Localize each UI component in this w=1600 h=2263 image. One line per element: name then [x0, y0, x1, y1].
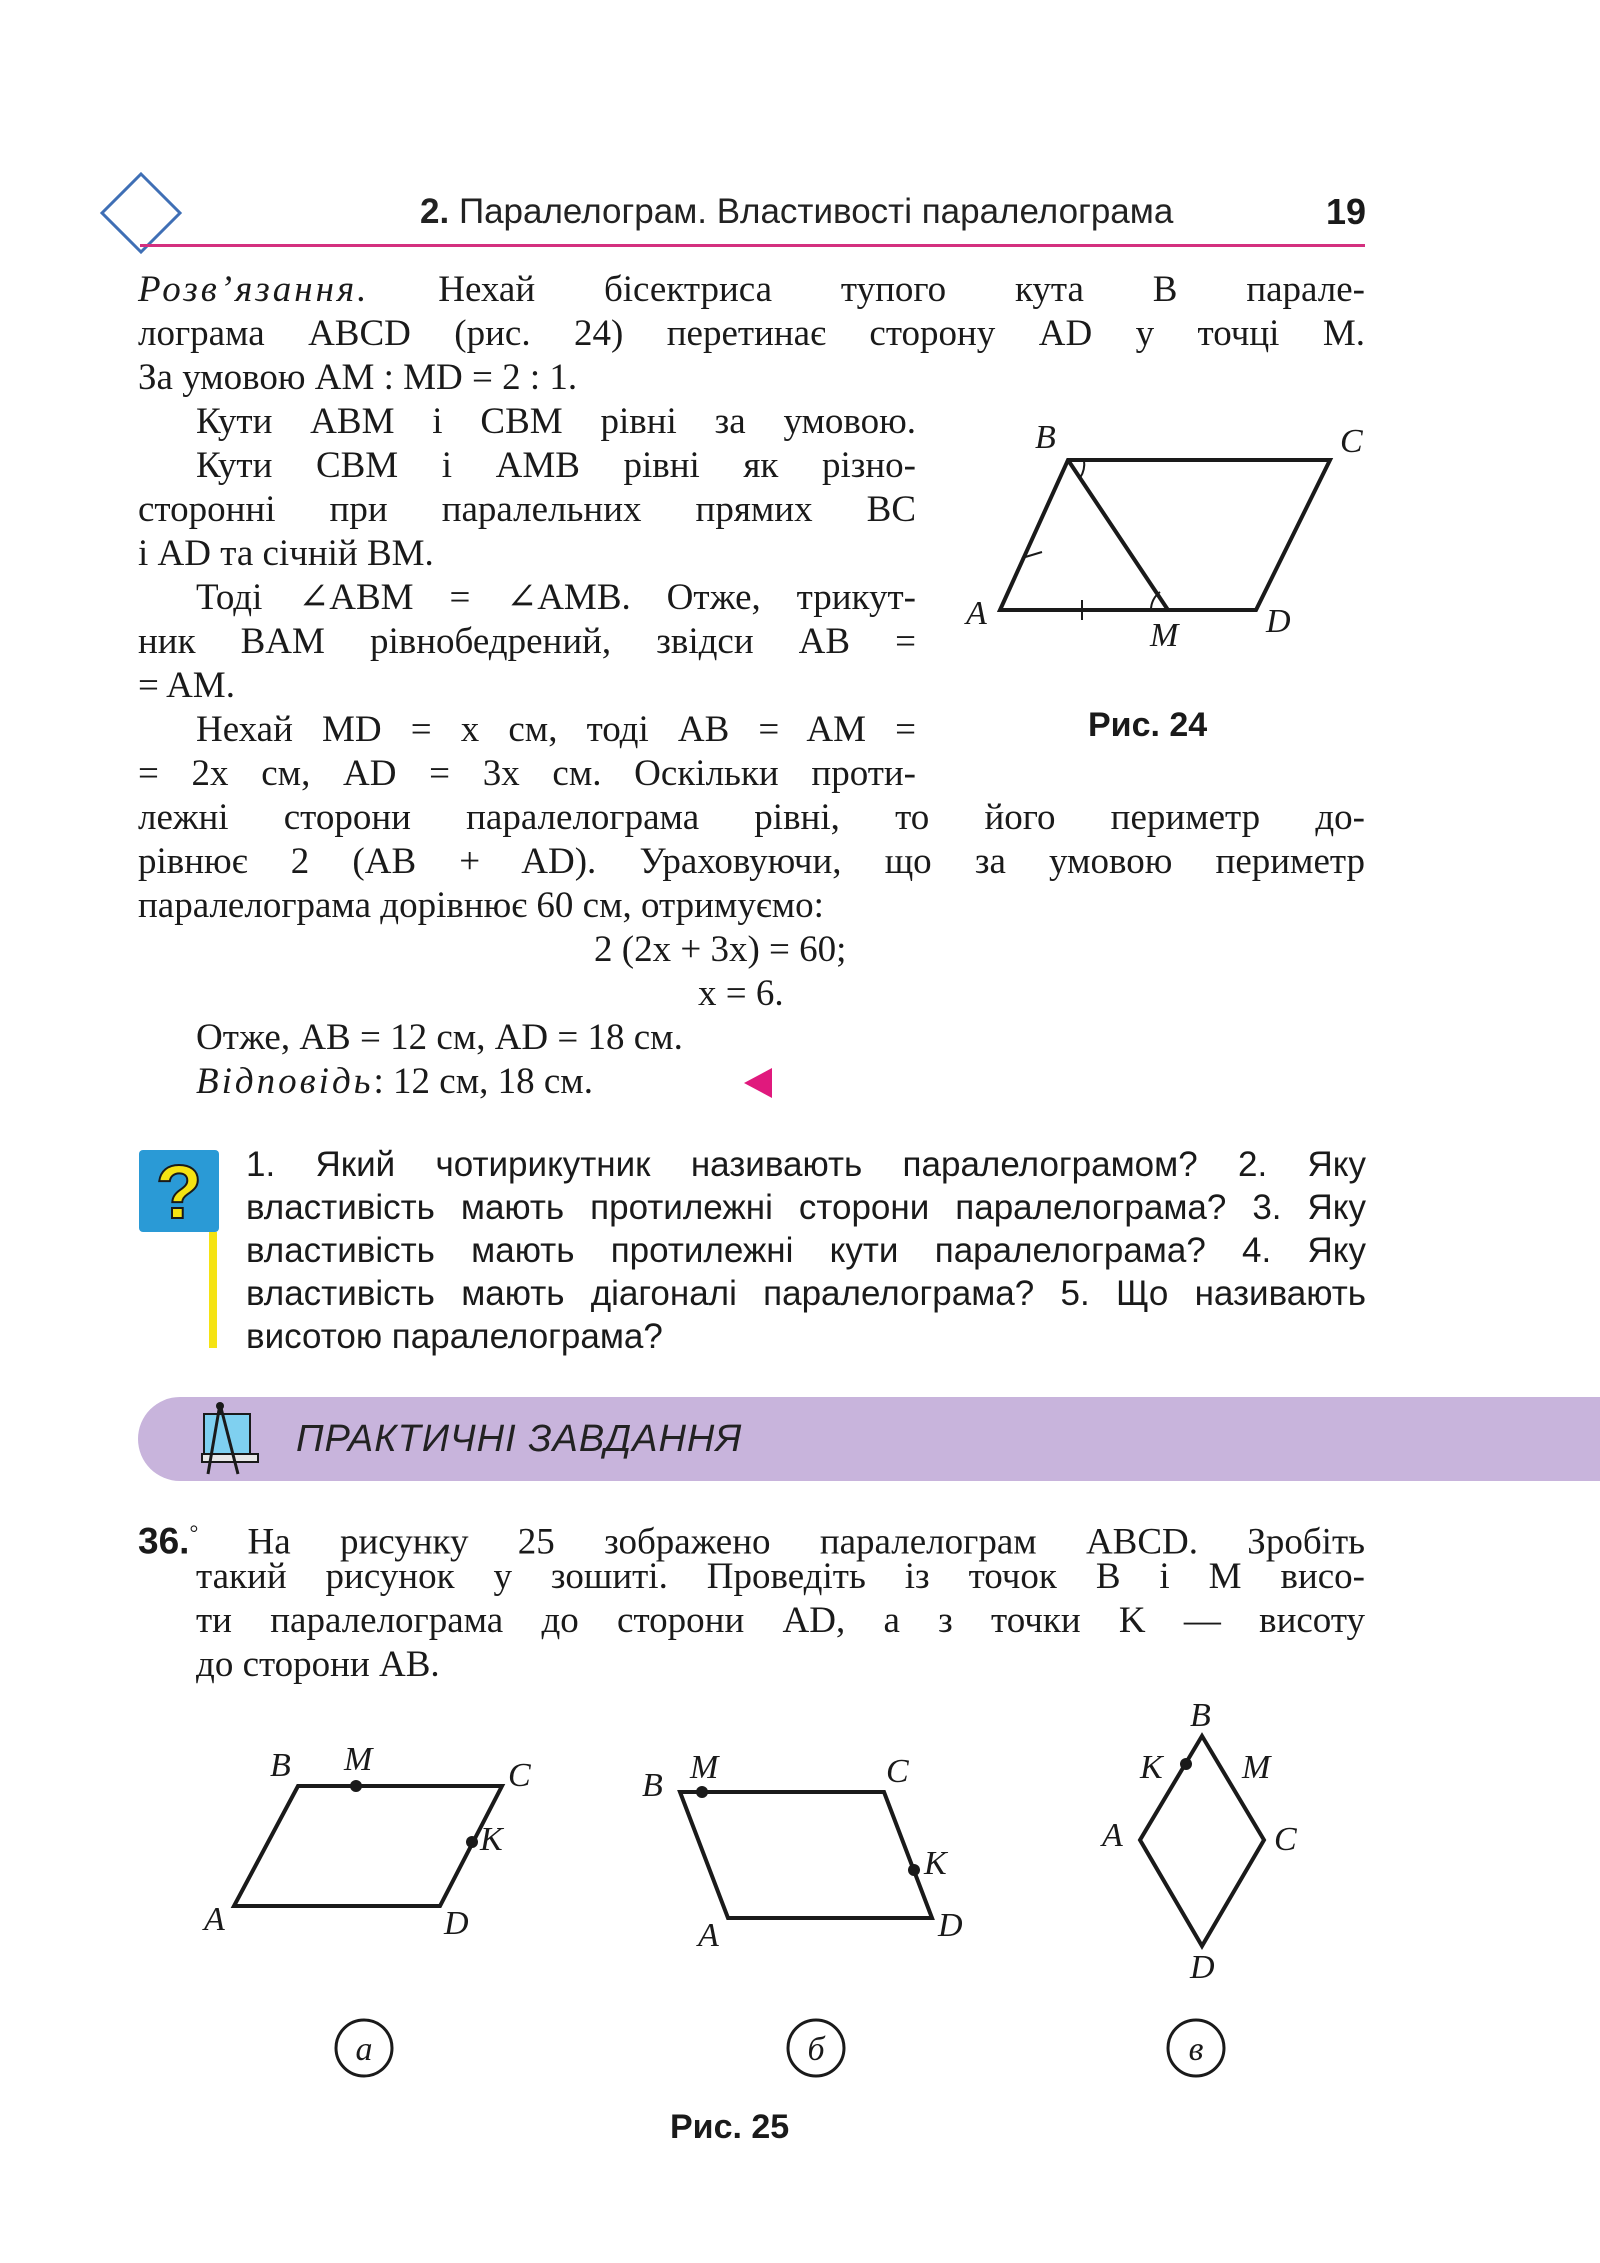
fig24-label-a: A	[966, 595, 987, 632]
fig24-label-b: B	[1035, 419, 1056, 456]
fig25b-label-d: D	[938, 1907, 963, 1944]
svg-text:?: ?	[155, 1150, 203, 1234]
question-line: властивість мають протилежні сторони паралелограма? 3. Яку	[246, 1188, 1366, 1227]
answer-text: : 12 см, 18 см.	[373, 1061, 593, 1102]
question-line: властивість мають діагоналі паралелограма? 5. Що називають	[246, 1274, 1366, 1313]
fig25b-tag: б	[807, 2031, 825, 2068]
solution-line: Кути CBM і AMB рівні як різно-	[196, 445, 916, 486]
question-line: висотою паралелограма?	[246, 1317, 663, 1356]
solution-line: лограма ABCD (рис. 24) перетинає сторону AD у точці M.	[138, 313, 1365, 354]
fig25c-label-k: K	[1140, 1749, 1163, 1786]
fig25-panel-b	[642, 1749, 963, 2076]
fig25a-label-b: B	[270, 1747, 291, 1784]
solution-line: лежні сторони паралелограма рівні, то його периметр до-	[138, 797, 1365, 838]
end-marker-icon	[742, 1066, 776, 1100]
solution-line: Тоді ∠ABM = ∠AMB. Отже, трикут-	[196, 577, 916, 618]
task-36-text: На рисунку 25 зображено паралелограм ABCD. Зробіть	[198, 1521, 1365, 1563]
fig25b-label-k: K	[924, 1845, 947, 1882]
solution-line: ник BAM рівнобедрений, звідси AB =	[138, 621, 916, 662]
solution-line: Нехай MD = x см, тоді AB = AM =	[196, 709, 916, 750]
solution-lead: Розв’язання.	[138, 269, 370, 310]
question-bar	[209, 1232, 217, 1348]
fig25a-label-k: K	[480, 1821, 503, 1858]
fig25c-label-a: A	[1102, 1817, 1123, 1854]
equation-line: 2 (2x + 3x) = 60;	[594, 929, 847, 970]
fig25a-label-c: C	[508, 1757, 531, 1794]
page-number: 19	[1326, 191, 1367, 232]
answer-lead: Відповідь	[196, 1061, 374, 1102]
fig24-label-c: C	[1340, 423, 1363, 460]
solution-line: = 2x см, AD = 3x см. Оскільки проти-	[138, 753, 916, 794]
solution-line: рівнює 2 (AB + AD). Ураховуючи, що за умовою периметр	[138, 841, 1365, 882]
task-36-line: ти паралелограма до сторони AD, а з точки K — висоту	[196, 1600, 1365, 1641]
solution-line: Кути ABM і CBM рівні за умовою.	[196, 401, 916, 442]
parallelogram-abcd	[1000, 460, 1330, 610]
task-number: 36.	[138, 1520, 190, 1562]
drafting-tools-icon	[198, 1400, 278, 1480]
question-mark-icon	[139, 1144, 219, 1234]
solution-line: Отже, AB = 12 см, AD = 18 см.	[196, 1017, 683, 1058]
fig25a-label-m: M	[344, 1741, 373, 1778]
task-36-line: такий рисунок у зошиті. Проведіть із точок B і M висо-	[196, 1556, 1365, 1597]
fig25-caption: Рис. 25	[670, 2108, 790, 2146]
solution-line-text: Нехай бісектриса тупого кута B парале-	[369, 269, 1365, 310]
figure-24	[950, 410, 1370, 670]
question-line: властивість мають протилежні кути паралелограма? 4. Яку	[246, 1231, 1366, 1270]
task-degree: °	[189, 1520, 199, 1545]
practical-title: ПРАКТИЧНІ ЗАВДАННЯ	[296, 1418, 743, 1460]
solution-line: паралелограма дорівнює 60 см, отримуємо:	[138, 885, 824, 926]
fig25b-label-a: A	[698, 1917, 719, 1954]
solution-line: = AM.	[138, 665, 235, 706]
section-number: 2.	[420, 192, 450, 231]
fig24-label-m: M	[1150, 617, 1179, 654]
fig25b-label-b: B	[642, 1767, 663, 1804]
page-header	[420, 191, 1173, 233]
fig25a-label-a: A	[204, 1901, 225, 1938]
fig25c-label-c: C	[1274, 1821, 1297, 1858]
solution-line: За умовою AM : MD = 2 : 1.	[138, 357, 578, 398]
fig25-panel-c	[1100, 1697, 1297, 2076]
answer-line	[196, 1060, 1423, 1104]
task-36-line: до сторони AB.	[196, 1644, 440, 1685]
fig25c-label-d: D	[1190, 1949, 1215, 1986]
question-line: 1. Який чотирикутник називають паралелограмом? 2. Яку	[246, 1145, 1366, 1184]
fig25-panel-a	[202, 1741, 531, 2076]
equation-line: x = 6.	[698, 973, 784, 1014]
fig25c-tag: в	[1188, 2031, 1204, 2068]
bisector-bm	[1068, 460, 1168, 610]
fig25a-tag: а	[355, 2031, 373, 2068]
figure-25	[180, 1690, 1320, 2090]
fig25c-label-b: B	[1190, 1697, 1211, 1734]
fig24-caption: Рис. 24	[1088, 706, 1208, 744]
solution-line	[138, 268, 1365, 312]
fig25b-label-c: C	[886, 1753, 909, 1790]
section-title: Паралелограм. Властивості паралелограма	[458, 192, 1174, 231]
fig25a-label-d: D	[444, 1905, 469, 1942]
header-rule	[140, 244, 1365, 247]
fig25c-label-m: M	[1242, 1749, 1271, 1786]
fig24-label-d: D	[1266, 603, 1291, 640]
fig25b-label-m: M	[690, 1749, 719, 1786]
solution-line: і AD та січній BM.	[138, 533, 434, 574]
solution-line: сторонні при паралельних прямих BC	[138, 489, 916, 530]
